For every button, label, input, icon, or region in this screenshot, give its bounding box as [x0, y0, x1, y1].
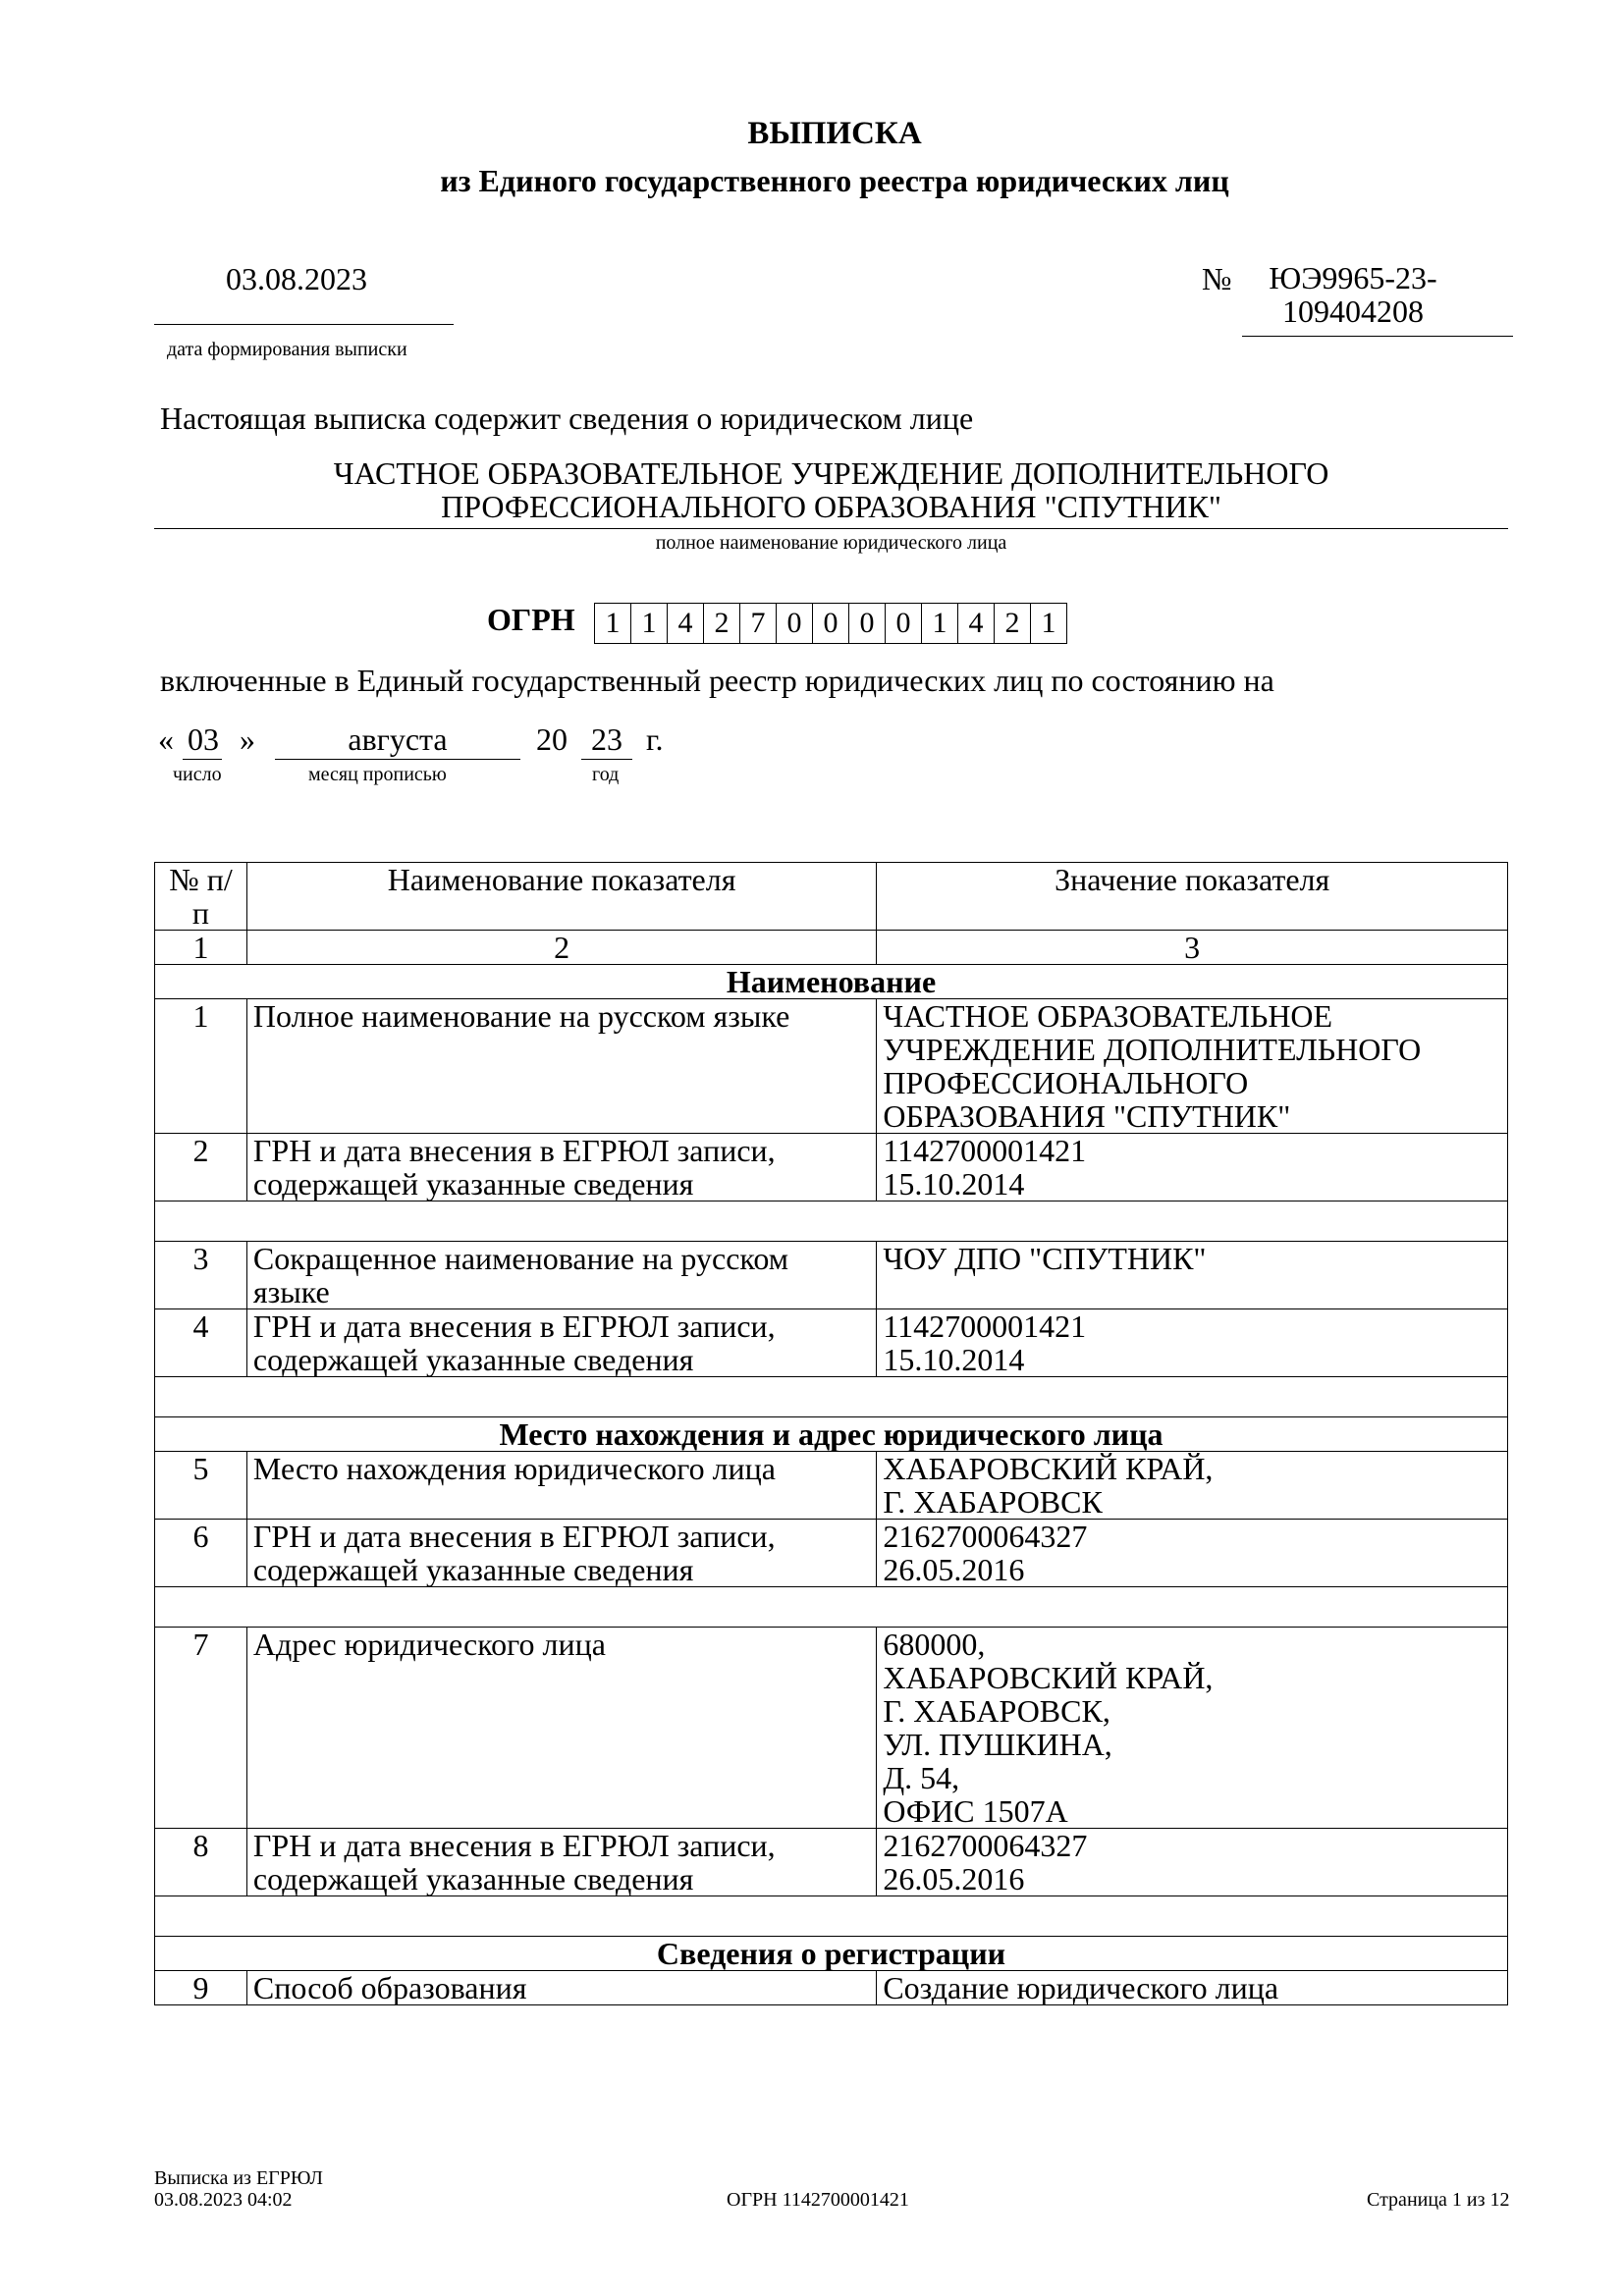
blank-cell [155, 1896, 1508, 1937]
row-value: ХАБАРОВСКИЙ КРАЙ, Г. ХАБАРОВСК [877, 1452, 1508, 1520]
row-number: 7 [155, 1628, 247, 1829]
row-label: Сокращенное наименование на русском языке [246, 1242, 876, 1309]
table-row [155, 1242, 1508, 1309]
table-row [155, 1309, 1508, 1377]
organization-name-underline [154, 528, 1508, 529]
ogrn-label: ОГРН [487, 602, 575, 637]
row-number: 8 [155, 1829, 247, 1896]
row-label: ГРН и дата внесения в ЕГРЮЛ записи, содержащей указанные сведения [246, 1134, 876, 1201]
row-number: 5 [155, 1452, 247, 1520]
footer-timestamp: 03.08.2023 04:02 [154, 2189, 293, 2211]
section-row [155, 1417, 1508, 1452]
column-number: 1 [155, 931, 247, 965]
table-row [155, 1628, 1508, 1829]
generation-date: 03.08.2023 [226, 261, 367, 296]
day-underline [183, 759, 222, 760]
row-value: 1142700001421 15.10.2014 [877, 1309, 1508, 1377]
year-caption: год [592, 764, 620, 785]
row-number: 9 [155, 1971, 247, 2005]
register-table [154, 862, 1508, 2005]
header-number: № п/п [155, 863, 247, 931]
footer-page-number: Страница 1 из 12 [1367, 2189, 1510, 2211]
year-underline [581, 759, 632, 760]
section-name-heading: Наименование [155, 965, 1508, 999]
intro-text: Настоящая выписка содержит сведения о юридическом лице [160, 400, 974, 436]
table-header-row [155, 863, 1508, 931]
blank-row [155, 1587, 1508, 1628]
blank-row [155, 1377, 1508, 1417]
ogrn-digit: 0 [885, 603, 922, 644]
header-value: Значение показателя [877, 863, 1508, 931]
ogrn-digit: 1 [1030, 603, 1067, 644]
row-number: 1 [155, 999, 247, 1134]
ogrn-digit: 0 [848, 603, 886, 644]
row-value: 1142700001421 15.10.2014 [877, 1134, 1508, 1201]
organization-name: ЧАСТНОЕ ОБРАЗОВАТЕЛЬНОЕ УЧРЕЖДЕНИЕ ДОПОЛНИТЕЛЬНОГО ПРОФЕССИОНАЛЬНОГО ОБРАЗОВАНИЯ "СПУТНИК" [333, 455, 1329, 524]
ogrn-digit: 1 [594, 603, 631, 644]
table-row [155, 1134, 1508, 1201]
row-label: Полное наименование на русском языке [246, 999, 876, 1134]
document-title: ВЫПИСКА [747, 116, 922, 151]
row-value: 2162700064327 26.05.2016 [877, 1520, 1508, 1587]
column-number: 2 [246, 931, 876, 965]
day-close-quote: » [240, 721, 255, 757]
row-number: 6 [155, 1520, 247, 1587]
row-value: 2162700064327 26.05.2016 [877, 1829, 1508, 1896]
month-underline [275, 759, 520, 760]
row-label: ГРН и дата внесения в ЕГРЮЛ записи, содержащей указанные сведения [246, 1829, 876, 1896]
column-number: 3 [877, 931, 1508, 965]
document-number-sign: № [1202, 261, 1232, 296]
ogrn-digit: 0 [776, 603, 813, 644]
day-open-quote: « [158, 721, 174, 757]
table-row [155, 1829, 1508, 1896]
document-number: ЮЭ9965-23- 109404208 [1269, 260, 1437, 329]
state-day: 03 [188, 721, 219, 757]
row-number: 4 [155, 1309, 247, 1377]
table-row [155, 1971, 1508, 2005]
table-row [155, 999, 1508, 1134]
row-label: ГРН и дата внесения в ЕГРЮЛ записи, содержащей указанные сведения [246, 1520, 876, 1587]
state-century: 20 [536, 721, 568, 757]
row-label: ГРН и дата внесения в ЕГРЮЛ записи, содержащей указанные сведения [246, 1309, 876, 1377]
ogrn-digit: 1 [630, 603, 668, 644]
section-row [155, 1937, 1508, 1971]
column-number-row [155, 931, 1508, 965]
document-subtitle: из Единого государственного реестра юридических лиц [440, 163, 1229, 198]
section-location-heading: Место нахождения и адрес юридического лица [155, 1417, 1508, 1452]
blank-row [155, 1201, 1508, 1242]
section-row [155, 965, 1508, 999]
ogrn-digit: 0 [812, 603, 849, 644]
month-caption: месяц прописью [308, 764, 447, 785]
ogrn-digit-boxes [595, 603, 1067, 644]
ogrn-digit: 7 [739, 603, 777, 644]
ogrn-digit: 1 [921, 603, 958, 644]
day-caption: число [173, 764, 222, 785]
table-row [155, 1452, 1508, 1520]
state-month: августа [348, 721, 448, 757]
row-value: ЧОУ ДПО "СПУТНИК" [877, 1242, 1508, 1309]
section-registration-heading: Сведения о регистрации [155, 1937, 1508, 1971]
document-number-underline [1242, 336, 1513, 337]
row-number: 3 [155, 1242, 247, 1309]
row-value: Создание юридического лица [877, 1971, 1508, 2005]
row-value: 680000, ХАБАРОВСКИЙ КРАЙ, Г. ХАБАРОВСК, УЛ. ПУШКИНА, Д. 54, ОФИС 1507А [877, 1628, 1508, 1829]
blank-cell [155, 1587, 1508, 1628]
table-row [155, 1520, 1508, 1587]
row-label: Место нахождения юридического лица [246, 1452, 876, 1520]
row-number: 2 [155, 1134, 247, 1201]
row-label: Адрес юридического лица [246, 1628, 876, 1829]
row-label: Способ образования [246, 1971, 876, 2005]
ogrn-digit: 4 [667, 603, 704, 644]
header-indicator: Наименование показателя [246, 863, 876, 931]
state-year: 23 [591, 721, 622, 757]
year-suffix: г. [646, 721, 664, 757]
generation-date-underline [154, 324, 454, 325]
ogrn-digit: 4 [957, 603, 995, 644]
blank-cell [155, 1377, 1508, 1417]
generation-date-caption: дата формирования выписки [167, 339, 407, 360]
blank-cell [155, 1201, 1508, 1242]
organization-name-caption: полное наименование юридического лица [655, 532, 1007, 554]
footer-ogrn: ОГРН 1142700001421 [727, 2189, 909, 2211]
row-value: ЧАСТНОЕ ОБРАЗОВАТЕЛЬНОЕ УЧРЕЖДЕНИЕ ДОПОЛНИТЕЛЬНОГО ПРОФЕССИОНАЛЬНОГО ОБРАЗОВАНИЯ "СПУТНИК" [877, 999, 1508, 1134]
ogrn-digit: 2 [703, 603, 740, 644]
blank-row [155, 1896, 1508, 1937]
footer-doc-name: Выписка из ЕГРЮЛ [154, 2167, 323, 2189]
ogrn-digit: 2 [994, 603, 1031, 644]
included-text: включенные в Единый государственный реестр юридических лиц по состоянию на [160, 663, 1274, 698]
